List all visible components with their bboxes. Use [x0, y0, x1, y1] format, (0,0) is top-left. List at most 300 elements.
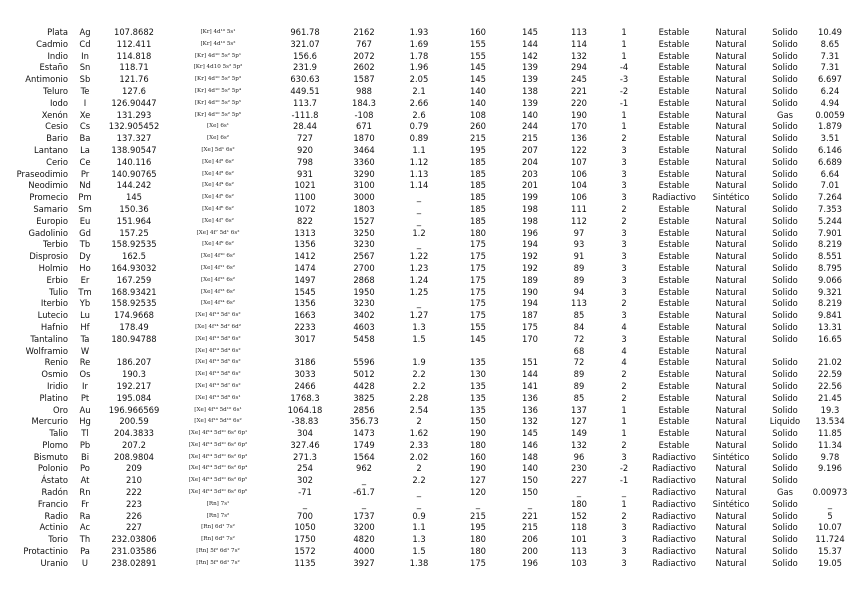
- table-row: [0, 86, 848, 98]
- state-cell: Solido: [772, 180, 798, 191]
- melting-point-cell: 1100: [294, 192, 316, 203]
- boiling-point-cell: 3000: [353, 192, 375, 203]
- ionic-radius-cell: 149: [571, 428, 587, 439]
- ionic-radius-cell: 132: [571, 50, 587, 61]
- origin-cell: Natural: [715, 416, 747, 427]
- atomic-mass-cell: 208.9804: [114, 451, 154, 462]
- electronegativity-cell: 2.33: [409, 439, 429, 450]
- melting-point-cell: 321.07: [290, 38, 320, 49]
- electron-config-cell: [Xe] 4f⁴ 6s²: [202, 182, 234, 189]
- element-name-cell: Indio: [47, 50, 68, 61]
- stability-cell: Estable: [658, 321, 690, 332]
- stability-cell: Estable: [658, 156, 690, 167]
- atomic-radius-cell: 190: [470, 463, 486, 474]
- melting-point-cell: 1135: [294, 557, 316, 568]
- electron-config-cell: [Kr] 4d¹⁰ 5s² 5p¹: [194, 52, 242, 59]
- covalent-radius-cell: 201: [522, 180, 538, 191]
- table-row: [0, 39, 848, 51]
- state-cell: Solido: [772, 203, 798, 214]
- state-cell: Solido: [772, 85, 798, 96]
- electronegativity-cell: 1.69: [409, 38, 429, 49]
- boiling-point-cell: 356.73: [349, 416, 379, 427]
- covalent-radius-cell: 148: [522, 451, 538, 462]
- origin-cell: Natural: [715, 557, 747, 568]
- ionic-radius-cell: 106: [571, 192, 587, 203]
- melting-point-cell: 327.46: [290, 439, 320, 450]
- origin-cell: Natural: [715, 463, 747, 474]
- element-name-cell: Europio: [36, 215, 68, 226]
- ionic-radius-cell: 72: [573, 357, 585, 368]
- stability-cell: Estable: [658, 38, 690, 49]
- oxidation-state-cell: 1: [621, 428, 627, 439]
- electronegativity-cell: 1.1: [412, 522, 426, 533]
- atomic-mass-cell: 227: [126, 522, 142, 533]
- atomic-mass-cell: 178.49: [119, 321, 149, 332]
- ionic-radius-cell: 190: [571, 109, 587, 120]
- boiling-point-cell: 988: [356, 85, 372, 96]
- electronegativity-cell: 1.14: [409, 180, 429, 191]
- melting-point-cell: 3033: [294, 369, 316, 380]
- density-cell: 7.264: [818, 192, 842, 203]
- oxidation-state-cell: 2: [621, 510, 627, 521]
- table-row: [0, 334, 848, 346]
- atomic-mass-cell: 223: [126, 498, 142, 509]
- density-cell: 9.066: [818, 274, 842, 285]
- state-cell: Solido: [772, 534, 798, 545]
- stability-cell: Estable: [658, 380, 690, 391]
- element-name-cell: Oro: [53, 404, 68, 415]
- ionic-radius-cell: 94: [573, 286, 585, 297]
- ionic-radius-cell: 89: [573, 380, 585, 391]
- electron-config-cell: [Xe] 4f¹⁴ 5d¹⁰ 6s² 6p⁴: [188, 465, 248, 472]
- density-cell: 7.01: [820, 180, 840, 191]
- atomic-radius-cell: 180: [470, 534, 486, 545]
- symbol-cell: Po: [80, 463, 90, 474]
- electron-config-cell: [Xe] 4f¹⁴ 5d¹⁰ 6s²: [194, 418, 242, 425]
- covalent-radius-cell: 204: [522, 156, 538, 167]
- oxidation-state-cell: 2: [621, 133, 627, 144]
- electron-config-cell: [Xe] 4f¹⁴ 6s²: [201, 300, 235, 307]
- table-row: [0, 381, 848, 393]
- element-name-cell: Torio: [48, 534, 68, 545]
- origin-cell: Natural: [715, 404, 747, 415]
- density-cell: 7.31: [820, 62, 840, 73]
- atomic-mass-cell: 145: [126, 192, 142, 203]
- electron-config-cell: [Xe] 4f¹⁴ 5d¹⁰ 6s² 6p²: [188, 441, 248, 448]
- ionic-radius-cell: _: [576, 487, 582, 498]
- electronegativity-cell: 1.78: [409, 50, 429, 61]
- stability-cell: Radiactivo: [652, 522, 696, 533]
- melting-point-cell: 1021: [294, 180, 316, 191]
- symbol-cell: Ac: [79, 522, 91, 533]
- density-cell: 0.00973: [812, 487, 848, 498]
- stability-cell: Estable: [658, 416, 690, 427]
- atomic-radius-cell: 175: [470, 239, 486, 250]
- density-cell: [812, 346, 848, 358]
- covalent-radius-cell: 194: [522, 239, 538, 250]
- ionic-radius-cell: 85: [573, 392, 585, 403]
- electron-config-cell: [Kr] 4d¹⁰ 5s² 5p³: [194, 76, 242, 83]
- oxidation-state-cell: 3: [621, 522, 627, 533]
- element-name-cell: Polonio: [37, 463, 68, 474]
- atomic-radius-cell: 130: [470, 369, 486, 380]
- atomic-radius-cell: 160: [470, 451, 486, 462]
- state-cell: Solido: [772, 192, 798, 203]
- stability-cell: Estable: [658, 203, 690, 214]
- stability-cell: Radiactivo: [652, 534, 696, 545]
- table-row: [0, 475, 848, 487]
- origin-cell: Natural: [715, 227, 747, 238]
- oxidation-state-cell: -2: [619, 463, 629, 474]
- ionic-radius-cell: 72: [573, 333, 585, 344]
- boiling-point-cell: 184.3: [352, 97, 376, 108]
- symbol-cell: Pm: [78, 192, 92, 203]
- covalent-radius-cell: 187: [522, 310, 538, 321]
- atomic-radius-cell: 185: [470, 192, 486, 203]
- electronegativity-cell: _: [416, 239, 422, 250]
- melting-point-cell: 822: [297, 215, 313, 226]
- electronegativity-cell: _: [416, 203, 422, 214]
- boiling-point-cell: 671: [356, 121, 372, 132]
- element-name-cell: Plata: [47, 27, 68, 37]
- melting-point-cell: 931: [297, 168, 313, 179]
- covalent-radius-cell: [506, 346, 554, 358]
- table-row: [0, 499, 848, 511]
- covalent-radius-cell: 146: [522, 439, 538, 450]
- melting-point-cell: 1750: [294, 534, 316, 545]
- atomic-mass-cell: 112.411: [116, 38, 152, 49]
- boiling-point-cell: 962: [356, 463, 372, 474]
- atomic-mass-cell: 138.90547: [111, 144, 157, 155]
- oxidation-state-cell: 2: [621, 203, 627, 214]
- stability-cell: Estable: [658, 27, 690, 37]
- electron-config-cell: [Kr] 4d¹⁰ 5s² 5p⁶: [194, 111, 242, 118]
- oxidation-state-cell: 1: [621, 121, 627, 132]
- ionic-radius-cell: 113: [571, 27, 587, 37]
- state-cell: Solido: [772, 404, 798, 415]
- origin-cell: Natural: [715, 546, 747, 557]
- melting-point-cell: 1768.3: [290, 392, 320, 403]
- origin-cell: Sintético: [712, 192, 750, 203]
- symbol-cell: Re: [79, 357, 91, 368]
- electronegativity-cell: 0.89: [409, 133, 429, 144]
- table-row: [0, 133, 848, 145]
- table-row: [0, 157, 848, 169]
- origin-cell: Natural: [715, 439, 747, 450]
- stability-cell: Radiactivo: [652, 463, 696, 474]
- boiling-point-cell: 5012: [353, 369, 375, 380]
- table-row: [0, 369, 848, 381]
- electron-config-cell: [Xe] 4f¹⁴ 5d³ 6s²: [195, 335, 241, 342]
- element-name-cell: Promecio: [29, 192, 68, 203]
- table-row: [0, 558, 848, 570]
- oxidation-state-cell: 3: [621, 192, 627, 203]
- stability-cell: Estable: [658, 392, 690, 403]
- origin-cell: Natural: [715, 156, 747, 167]
- stability-cell: Estable: [658, 74, 690, 85]
- state-cell: Solido: [772, 475, 798, 486]
- electron-config-cell: [Xe] 4f⁷ 6s²: [202, 217, 234, 224]
- state-cell: [758, 346, 812, 358]
- covalent-radius-cell: 203: [522, 168, 538, 179]
- melting-point-cell: 302: [297, 475, 313, 486]
- atomic-mass-cell: 162.5: [122, 251, 146, 262]
- ionic-radius-cell: 96: [573, 451, 585, 462]
- origin-cell: Natural: [715, 239, 747, 250]
- electronegativity-cell: 2.54: [409, 404, 429, 415]
- melting-point-cell: 2466: [294, 380, 316, 391]
- oxidation-state-cell: 3: [621, 546, 627, 557]
- symbol-cell: Pr: [80, 168, 90, 179]
- table-body: [0, 27, 848, 570]
- density-cell: 6.64: [820, 168, 840, 179]
- covalent-radius-cell: 136: [522, 392, 538, 403]
- melting-point-cell: 254: [297, 463, 313, 474]
- element-name-cell: Bario: [46, 133, 68, 144]
- atomic-mass-cell: 158.92535: [111, 298, 157, 309]
- origin-cell: Natural: [715, 286, 747, 297]
- symbol-cell: Ag: [79, 27, 91, 37]
- atomic-radius-cell: 145: [470, 62, 486, 73]
- oxidation-state-cell: -1: [619, 97, 629, 108]
- density-cell: 8.551: [818, 251, 842, 262]
- oxidation-state-cell: 3: [621, 333, 627, 344]
- boiling-point-cell: 4428: [353, 380, 375, 391]
- table-row: [0, 428, 848, 440]
- boiling-point-cell: 1803: [353, 203, 375, 214]
- oxidation-state-cell: 1: [621, 27, 627, 37]
- density-cell: 22.59: [818, 369, 842, 380]
- electron-config-cell: [Rn] 5f² 6d¹ 7s²: [196, 548, 240, 555]
- melting-point-cell: 3186: [294, 357, 316, 368]
- atomic-mass-cell: 226: [126, 510, 142, 521]
- covalent-radius-cell: 196: [522, 227, 538, 238]
- atomic-radius-cell: 195: [470, 522, 486, 533]
- element-name-cell: Renio: [44, 357, 68, 368]
- oxidation-state-cell: 3: [621, 227, 627, 238]
- table-row: [0, 263, 848, 275]
- electronegativity-cell: [388, 346, 450, 358]
- atomic-mass-cell: 195.084: [116, 392, 152, 403]
- electronegativity-cell: 1.13: [409, 168, 429, 179]
- density-cell: 10.49: [818, 27, 842, 37]
- origin-cell: Natural: [715, 144, 747, 155]
- origin-cell: Natural: [715, 203, 747, 214]
- density-cell: 9.78: [820, 451, 840, 462]
- symbol-cell: Sb: [79, 74, 91, 85]
- ionic-radius-cell: 114: [571, 38, 587, 49]
- density-cell: 21.45: [818, 392, 842, 403]
- stability-cell: Estable: [658, 357, 690, 368]
- electron-config-cell: [Kr] 4d¹⁰ 5s¹: [200, 29, 236, 35]
- atomic-radius-cell: [450, 346, 506, 358]
- element-name-cell: Samario: [33, 203, 68, 214]
- state-cell: Solido: [772, 251, 798, 262]
- element-name-cell: Cerio: [46, 156, 68, 167]
- covalent-radius-cell: 175: [522, 321, 538, 332]
- melting-point-cell: 798: [297, 156, 313, 167]
- covalent-radius-cell: 145: [522, 428, 538, 439]
- density-cell: 9.196: [818, 463, 842, 474]
- atomic-mass-cell: 157.25: [119, 227, 149, 238]
- density-cell: 13.31: [818, 321, 842, 332]
- oxidation-state-cell: 3: [621, 168, 627, 179]
- covalent-radius-cell: 192: [522, 262, 538, 273]
- atomic-mass-cell: 144.242: [116, 180, 152, 191]
- element-name-cell: Actinio: [39, 522, 68, 533]
- stability-cell: Estable: [658, 274, 690, 285]
- electron-config-cell: [Xe] 4f⁵ 6s²: [202, 194, 234, 201]
- stability-cell: Estable: [658, 310, 690, 321]
- covalent-radius-cell: 150: [522, 475, 538, 486]
- melting-point-cell: 1497: [294, 274, 316, 285]
- melting-point-cell: 1474: [294, 262, 316, 273]
- ionic-radius-cell: 152: [571, 510, 587, 521]
- density-cell: 11.34: [818, 439, 842, 450]
- ionic-radius-cell: 89: [573, 262, 585, 273]
- stability-cell: Estable: [658, 85, 690, 96]
- electron-config-cell: [Xe] 4f¹⁴ 5d² 6d²: [195, 323, 241, 330]
- atomic-radius-cell: 140: [470, 85, 486, 96]
- boiling-point-cell: 767: [356, 38, 372, 49]
- oxidation-state-cell: 4: [621, 357, 627, 368]
- electronegativity-cell: 1.93: [409, 27, 429, 37]
- origin-cell: Natural: [715, 522, 747, 533]
- stability-cell: Radiactivo: [652, 192, 696, 203]
- atomic-mass-cell: 231.03586: [111, 546, 157, 557]
- melting-point-cell: 1412: [294, 251, 316, 262]
- state-cell: Solido: [772, 510, 798, 521]
- atomic-mass-cell: 196.966569: [108, 404, 160, 415]
- boiling-point-cell: 2856: [353, 404, 375, 415]
- ionic-radius-cell: 93: [573, 239, 585, 250]
- density-cell: 6.689: [818, 156, 842, 167]
- ionic-radius-cell: 101: [571, 534, 587, 545]
- covalent-radius-cell: 221: [522, 510, 538, 521]
- origin-cell: Natural: [715, 321, 747, 332]
- atomic-mass-cell: 131.293: [116, 109, 152, 120]
- electronegativity-cell: 2.1: [412, 85, 426, 96]
- electron-config-cell: [Xe] 4f¹⁴ 5d⁵ 6s²: [195, 359, 241, 366]
- covalent-radius-cell: 192: [522, 251, 538, 262]
- element-name-cell: Xenón: [41, 109, 68, 120]
- element-name-cell: Tantalino: [30, 333, 68, 344]
- boiling-point-cell: 3402: [353, 310, 375, 321]
- element-name-cell: Erbio: [46, 274, 68, 285]
- atomic-radius-cell: 260: [470, 121, 486, 132]
- origin-cell: Natural: [715, 121, 747, 132]
- density-cell: 16.65: [818, 333, 842, 344]
- symbol-cell: Er: [80, 274, 90, 285]
- state-cell: Solido: [772, 50, 798, 61]
- electron-config-cell: [Xe] 4f¹⁴ 5d¹⁰ 6s² 6p⁶: [188, 489, 248, 496]
- density-cell: 13.534: [815, 416, 845, 427]
- boiling-point-cell: 3230: [353, 298, 375, 309]
- ionic-radius-cell: 245: [571, 74, 587, 85]
- table-row: [0, 298, 848, 310]
- boiling-point-cell: 1587: [353, 74, 375, 85]
- oxidation-state-cell: 3: [621, 451, 627, 462]
- oxidation-state-cell: 2: [621, 380, 627, 391]
- state-cell: Solido: [772, 557, 798, 568]
- ionic-radius-cell: 113: [571, 546, 587, 557]
- atomic-mass-cell: 186.207: [116, 357, 152, 368]
- atomic-mass-cell: 209: [126, 463, 142, 474]
- electron-config-cell: [Xe] 4f⁷ 5d¹ 6s²: [196, 229, 240, 236]
- atomic-mass-cell: 121.76: [119, 74, 149, 85]
- origin-cell: Natural: [715, 97, 747, 108]
- ionic-radius-cell: 111: [571, 203, 587, 214]
- table-row: [0, 357, 848, 369]
- oxidation-state-cell: 3: [621, 274, 627, 285]
- symbol-cell: La: [80, 144, 90, 155]
- oxidation-state-cell: -3: [619, 74, 629, 85]
- melting-point-cell: 113.7: [293, 97, 317, 108]
- origin-cell: Natural: [715, 333, 747, 344]
- boiling-point-cell: 1737: [353, 510, 375, 521]
- origin-cell: Natural: [715, 85, 747, 96]
- oxidation-state-cell: 1: [621, 50, 627, 61]
- state-cell: Liquido: [769, 416, 801, 427]
- boiling-point-cell: 3200: [353, 522, 375, 533]
- atomic-mass-cell: 137.327: [116, 133, 152, 144]
- atomic-radius-cell: 155: [470, 50, 486, 61]
- origin-cell: Natural: [715, 62, 747, 73]
- element-name-cell: Iodo: [49, 97, 68, 108]
- stability-cell: Radiactivo: [652, 451, 696, 462]
- symbol-cell: Ce: [79, 156, 91, 167]
- boiling-point-cell: 3927: [353, 557, 375, 568]
- oxidation-state-cell: 1: [621, 498, 627, 509]
- atomic-mass-cell: 192.217: [116, 380, 152, 391]
- table-row: [0, 228, 848, 240]
- atomic-mass-cell: 174.9668: [114, 310, 154, 321]
- element-name-cell: Iridio: [46, 380, 68, 391]
- state-cell: Solido: [772, 369, 798, 380]
- covalent-radius-cell: 198: [522, 215, 538, 226]
- oxidation-state-cell: 3: [621, 310, 627, 321]
- covalent-radius-cell: 244: [522, 121, 538, 132]
- melting-point-cell: 449.51: [290, 85, 320, 96]
- element-name-cell: Mercurio: [31, 416, 68, 427]
- oxidation-state-cell: 1: [621, 38, 627, 49]
- element-name-cell: Uranio: [40, 557, 68, 568]
- atomic-mass-cell: 140.90765: [111, 168, 157, 179]
- oxidation-state-cell: 3: [621, 156, 627, 167]
- stability-cell: Estable: [658, 369, 690, 380]
- oxidation-state-cell: 2: [621, 215, 627, 226]
- covalent-radius-cell: 139: [522, 62, 538, 73]
- melting-point-cell: 1356: [294, 239, 316, 250]
- density-cell: 3.51: [820, 133, 840, 144]
- electronegativity-cell: _: [416, 487, 422, 498]
- stability-cell: Radiactivo: [652, 557, 696, 568]
- atomic-radius-cell: _: [475, 498, 481, 509]
- electron-config-cell: [Xe] 4f² 6s²: [202, 158, 234, 165]
- ionic-radius-cell: 97: [573, 227, 585, 238]
- density-cell: 7.901: [818, 227, 842, 238]
- table-row: [0, 204, 848, 216]
- boiling-point-cell: _: [361, 498, 367, 509]
- symbol-cell: Xe: [79, 109, 91, 120]
- covalent-radius-cell: 140: [522, 463, 538, 474]
- ionic-radius-cell: 85: [573, 310, 585, 321]
- covalent-radius-cell: 189: [522, 274, 538, 285]
- atomic-radius-cell: 175: [470, 286, 486, 297]
- electron-config-cell: [Xe] 4f³ 6s²: [202, 170, 234, 177]
- density-cell: 9.321: [818, 286, 842, 297]
- atomic-radius-cell: 175: [470, 557, 486, 568]
